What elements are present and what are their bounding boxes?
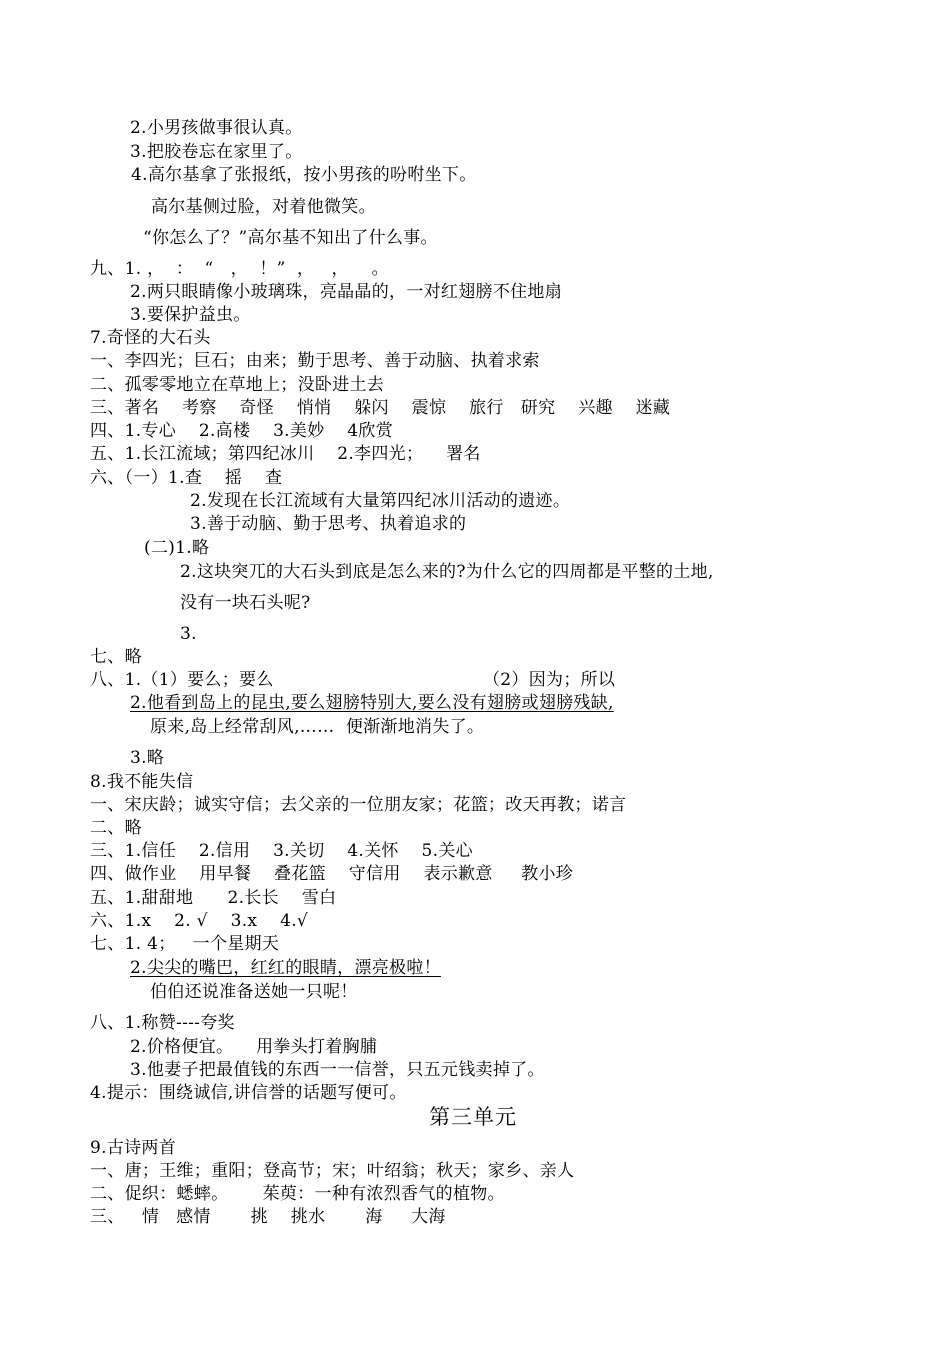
answer-line: （2）因为；所以 (483, 670, 616, 690)
answer-line: 二、孤零零地立在草地上；没卧进土去 (90, 375, 385, 395)
answer-line: (二)1.略 (144, 538, 210, 558)
answer-line: 3.把胶卷忘在家里了。 (130, 142, 303, 162)
answer-line: 没有一块石头呢? (180, 593, 311, 613)
answer-line: 2.这块突兀的大石头到底是怎么来的?为什么它的四周都是平整的土地, (180, 562, 714, 582)
answer-line: 三、1.信任 2.信用 3.关切 4.关怀 5.关心 (90, 841, 473, 861)
answer-line: 伯伯还说准备送她一只呢！ (150, 982, 358, 1002)
answer-line: 2.发现在长江流域有大量第四纪冰川活动的遗迹。 (190, 491, 571, 511)
lesson-title: 8.我不能失信 (90, 772, 194, 792)
answer-line: 4.提示：围绕诚信,讲信誉的话题写便可。 (90, 1083, 407, 1103)
answer-line: 八、1.（1）要么；要么 (90, 670, 274, 690)
answer-line: 八、1.称赞----夸奖 (90, 1013, 235, 1033)
answer-line: 六、1.x 2. √ 3.x 4.√ (90, 911, 309, 931)
answer-line: 七、略 (90, 647, 142, 667)
answer-line: 2.小男孩做事很认真。 (130, 118, 303, 138)
answer-line: 三、 情 感情 挑 挑水 海 大海 (90, 1207, 446, 1227)
underlined-answer-line: 2.尖尖的嘴巴，红红的眼睛，漂亮极啦！ (130, 958, 441, 978)
underlined-answer-line: 2.他看到岛上的昆虫,要么翅膀特别大,要么没有翅膀或翅膀残缺, (130, 693, 614, 713)
answer-line: 一、李四光；巨石；由来；勤于思考、善于动脑、执着求索 (90, 351, 540, 371)
answer-line: 2.两只眼睛像小玻璃珠，亮晶晶的，一对红翅膀不住地扇 (130, 282, 563, 302)
answer-line: 五、1.长江流域；第四纪冰川 2.李四光； 署名 (90, 444, 481, 464)
answer-line: 四、做作业 用早餐 叠花篮 守信用 表示歉意 教小珍 (90, 864, 574, 884)
answer-line: 二、促织：蟋蟀。 茱萸：一种有浓烈香气的植物。 (90, 1184, 505, 1204)
answer-line: 四、1.专心 2.高楼 3.美妙 4欣赏 (90, 421, 394, 441)
answer-line: 九、1. ， ： “ ， ！” ， ， 。 (90, 259, 389, 279)
unit-heading: 第三单元 (429, 1105, 517, 1129)
answer-line: 原来,岛上经常刮风,…… 便渐渐地消失了。 (150, 717, 485, 737)
lesson-title: 7.奇怪的大石头 (90, 328, 211, 348)
answer-line: 2.价格便宜。 用拳头打着胸脯 (130, 1037, 378, 1057)
answer-line: 七、1. 4； 一个星期天 (90, 934, 280, 954)
answer-line: 一、唐；王维；重阳；登高节；宋；叶绍翁；秋天；家乡、亲人 (90, 1161, 575, 1181)
answer-line: 3.略 (130, 748, 165, 768)
answer-line: 3.善于动脑、勤于思考、执着追求的 (190, 514, 467, 534)
answer-line: 三、著名 考察 奇怪 悄悄 躲闪 震惊 旅行 研究 兴趣 迷藏 (90, 398, 671, 418)
answer-line: 高尔基侧过脸，对着他微笑。 (151, 197, 376, 217)
answer-line: 二、略 (90, 818, 142, 838)
answer-line: 一、宋庆龄；诚实守信；去父亲的一位朋友家；花篮；改天再教；诺言 (90, 795, 627, 815)
answer-line: “你怎么了？”高尔基不知出了什么事。 (143, 228, 438, 248)
lesson-title: 9.古诗两首 (90, 1138, 177, 1158)
answer-line: 六、（一）1.查 摇 查 (90, 468, 283, 488)
answer-line: 3. (180, 624, 197, 644)
answer-line: 五、1.甜甜地 2.长长 雪白 (90, 888, 337, 908)
answer-line: 3.要保护益虫。 (130, 305, 251, 325)
answer-line: 3.他妻子把最值钱的东西一一信誉，只五元钱卖掉了。 (130, 1060, 545, 1080)
answer-line: 4.高尔基拿了张报纸，按小男孩的吩咐坐下。 (131, 165, 477, 185)
